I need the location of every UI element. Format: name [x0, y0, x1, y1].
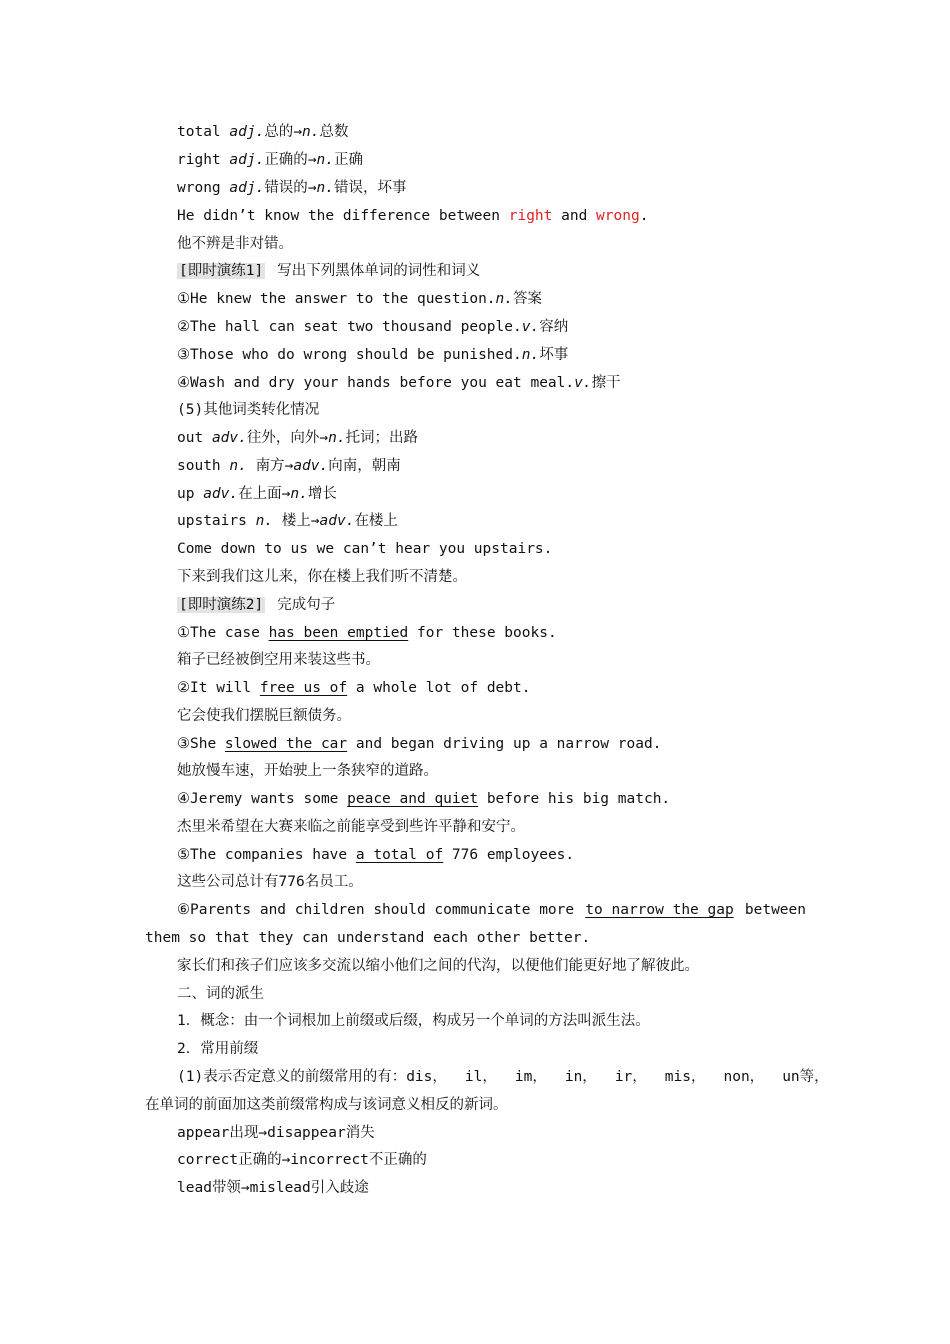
meaning: 往外，向外 [246, 430, 320, 446]
sentence-text: . [639, 208, 649, 224]
practice1-heading [177, 260, 810, 282]
sentence-text: ②It will [177, 680, 260, 696]
meaning: 向南，朝南 [328, 458, 401, 474]
answer-blank: free us of [259, 680, 348, 696]
part-of-speech: n. [290, 486, 308, 502]
concept-paragraph: 1．概念：由一个词根加上前缀或后缀，构成另一个单词的方法叫派生法。 [177, 1013, 650, 1029]
part-of-speech: n. [255, 513, 274, 529]
word: appear [177, 1125, 230, 1141]
sentence-text: He didn’t know the difference between [177, 208, 509, 224]
meaning: 坏事 [539, 347, 569, 363]
meaning: 楼上 [281, 513, 311, 529]
part-of-speech: adv. [293, 458, 329, 474]
sentence-text: ⑤The companies have [177, 847, 356, 863]
arrow-icon: → [307, 152, 317, 168]
item-translation: 这些公司总计有776名员工。 [177, 874, 363, 890]
arrow-icon: → [284, 458, 294, 474]
meaning: 正确 [334, 152, 364, 168]
arrow-icon: → [281, 486, 291, 502]
meaning: 总的 [264, 124, 294, 140]
entry-right [177, 149, 810, 171]
sentence-text: a whole lot of debt. [347, 680, 531, 696]
word: mislead [249, 1180, 311, 1196]
word: up [177, 486, 195, 502]
item-sentence: ③Those who do wrong should be punished. [177, 347, 522, 363]
paragraph-text: (1)表示否定意义的前缀常用的有： [177, 1069, 407, 1085]
highlight-word: wrong [596, 208, 640, 224]
practice2-item [177, 733, 810, 755]
part-of-speech: adj. [229, 180, 265, 196]
arrow-icon: → [258, 1125, 268, 1141]
meaning: 擦干 [591, 375, 621, 391]
word: correct [177, 1152, 239, 1168]
part-of-speech: adj. [229, 124, 265, 140]
item-sentence: ④Wash and dry your hands before you eat meal. [177, 375, 575, 391]
meaning: 托词；出路 [345, 430, 419, 446]
part-of-speech: n. [316, 180, 335, 196]
sentence-text: between [744, 902, 806, 918]
entry-total [177, 121, 810, 143]
meaning: 错误的 [264, 180, 308, 196]
meaning: 在上面 [238, 486, 282, 502]
item-translation: 它会使我们摆脱巨额债务。 [177, 708, 351, 724]
item-translation: 杰里米希望在大赛来临之前能享受到些许平静和安宁。 [177, 819, 525, 835]
meaning: 错误，坏事 [334, 180, 407, 196]
sentence-text: and [552, 208, 597, 224]
practice-label: [即时演练2] [179, 597, 264, 613]
meaning: 消失 [345, 1125, 375, 1141]
sentence-text: ④Jeremy wants some [177, 791, 348, 807]
example-sentence: Come down to us we can’t hear you upstairs. [177, 541, 553, 557]
meaning: 总数 [319, 124, 349, 140]
item-translation: 家长们和孩子们应该多交流以缩小他们之间的代沟，以便他们能更好地了解彼此。 [177, 958, 699, 974]
meaning: 答案 [513, 291, 543, 307]
entry-up [177, 483, 810, 505]
meaning: 出现 [229, 1125, 259, 1141]
derivation-example [177, 1149, 810, 1171]
prefix: un等， [782, 1069, 829, 1085]
meaning: 增长 [307, 486, 337, 502]
sentence-continuation: them so that they can understand each other better. [145, 930, 591, 946]
answer-blank: a total of [355, 847, 444, 863]
subheading: 2．常用前缀 [177, 1041, 259, 1057]
answer-blank: has been emptied [268, 625, 409, 641]
sentence-text: for these books. [408, 625, 557, 641]
arrow-icon: → [240, 1180, 250, 1196]
meaning: 带领 [211, 1180, 241, 1196]
entry-south [177, 455, 810, 477]
item-sentence: ①He knew the answer to the question. [177, 291, 496, 307]
part-of-speech: n. [316, 152, 335, 168]
prefix: dis， [406, 1069, 447, 1085]
derivation-example [177, 1122, 810, 1144]
prefix: im， [514, 1069, 547, 1085]
part-of-speech: n. [229, 458, 247, 474]
meaning: 在楼上 [354, 513, 398, 529]
sentence-text: ③She [177, 736, 225, 752]
part-of-speech: v. [574, 375, 592, 391]
answer-blank: to narrow the gap [585, 902, 734, 918]
highlight-word: right [508, 208, 553, 224]
sentence-text: 776 employees. [443, 847, 575, 863]
part-of-speech: n. [328, 430, 346, 446]
sentence-text: before his big match. [478, 791, 671, 807]
meaning: 容纳 [539, 319, 569, 335]
practice1-item [177, 316, 810, 338]
prefix: ir， [614, 1069, 647, 1085]
item-sentence: ②The hall can seat two thousand people. [177, 319, 522, 335]
arrow-icon: → [307, 180, 317, 196]
sentence-text: ①The case [177, 625, 269, 641]
arrow-icon: → [319, 430, 329, 446]
prefix: non， [723, 1069, 765, 1085]
practice1-item [177, 372, 810, 394]
word: out [177, 430, 204, 446]
section-heading: 二、词的派生 [177, 986, 264, 1002]
practice1-item [177, 288, 810, 310]
entry-upstairs [177, 510, 810, 532]
word: south [177, 458, 221, 474]
word: disappear [267, 1125, 346, 1141]
answer-blank: peace and quiet [347, 791, 479, 807]
prefix: mis， [664, 1069, 706, 1085]
paragraph-continuation: 在单词的前面加这类前缀常构成与该词意义相反的新词。 [145, 1097, 508, 1113]
example-translation: 他不辨是非对错。 [177, 236, 293, 252]
prefix: in， [564, 1069, 597, 1085]
word: lead [177, 1180, 212, 1196]
practice2-item [177, 622, 810, 644]
meaning: 引入歧途 [310, 1180, 369, 1196]
word: upstairs [177, 513, 247, 529]
example-translation: 下来到我们这儿来，你在楼上我们听不清楚。 [177, 569, 467, 585]
prefix-paragraph [177, 1066, 829, 1088]
sentence-text: and began driving up a narrow road. [347, 736, 662, 752]
word: wrong [177, 180, 221, 196]
part-of-speech: n. [495, 291, 514, 307]
practice2-heading [177, 594, 810, 616]
meaning: 不正确的 [368, 1152, 427, 1168]
practice1-item [177, 344, 810, 366]
entry-out [177, 427, 810, 449]
word: right [177, 152, 221, 168]
meaning: 正确的 [264, 152, 308, 168]
sentence-text: ⑥Parents and children should communicate more [177, 902, 575, 918]
example-sentence [177, 205, 810, 227]
practice2-item [177, 788, 810, 810]
arrow-icon: → [293, 124, 303, 140]
practice2-item [177, 677, 810, 699]
prefix: il， [464, 1069, 497, 1085]
part-of-speech: n. [302, 124, 320, 140]
arrow-icon: → [310, 513, 320, 529]
arrow-icon: → [281, 1152, 291, 1168]
part-of-speech: n. [521, 347, 540, 363]
practice2-item [177, 899, 806, 921]
part-of-speech: adv. [319, 513, 355, 529]
practice2-item [177, 844, 810, 866]
practice-label: [即时演练1] [179, 263, 264, 279]
section5-heading: (5)其他词类转化情况 [177, 402, 320, 418]
item-translation: 箱子已经被倒空用来装这些书。 [177, 652, 380, 668]
practice-instruction: 写出下列黑体单词的词性和词义 [277, 263, 481, 279]
meaning: 正确的 [238, 1152, 282, 1168]
part-of-speech: adj. [229, 152, 265, 168]
word: total [177, 124, 221, 140]
derivation-example [177, 1177, 810, 1199]
entry-wrong [177, 177, 810, 199]
part-of-speech: adv. [203, 486, 239, 502]
practice-instruction: 完成句子 [277, 597, 336, 613]
item-translation: 她放慢车速，开始驶上一条狭窄的道路。 [177, 763, 438, 779]
word: incorrect [290, 1152, 369, 1168]
meaning: 南方 [255, 458, 285, 474]
part-of-speech: v. [521, 319, 540, 335]
part-of-speech: adv. [211, 430, 247, 446]
answer-blank: slowed the car [224, 736, 348, 752]
